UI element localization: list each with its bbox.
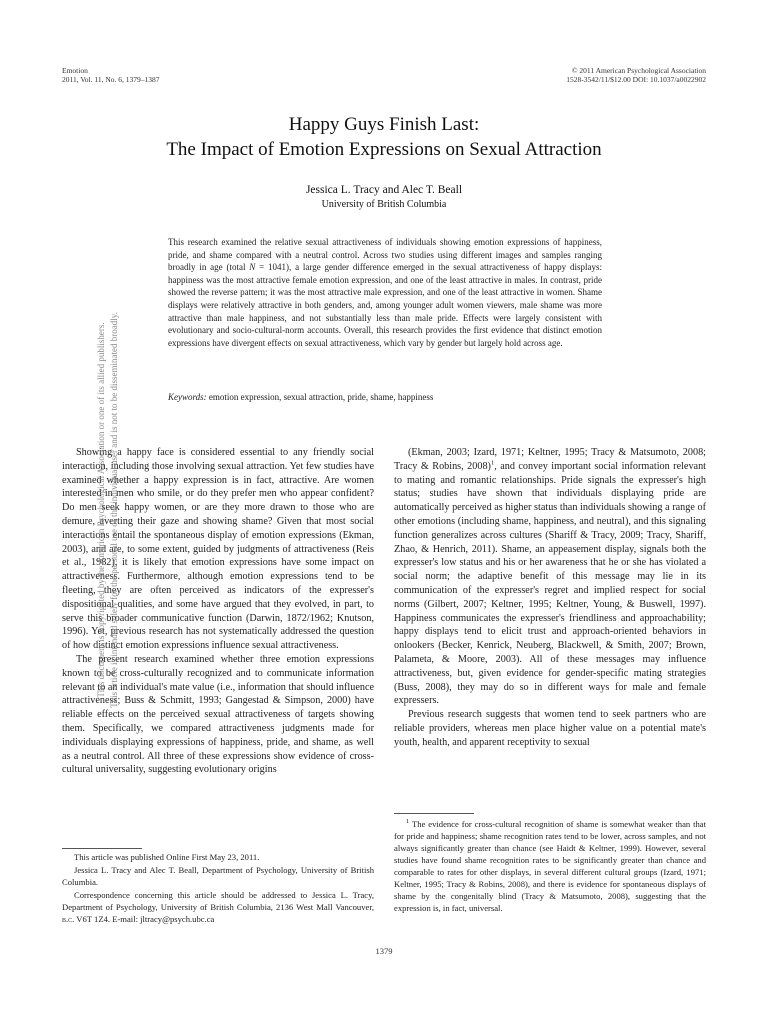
- journal-name: Emotion: [62, 66, 88, 75]
- copyright-header: [486, 66, 706, 84]
- side-notice-line-2: This article is intended solely for the personal use of the individual user and is not to be disseminated broadly.: [109, 312, 119, 708]
- abstract: [168, 236, 602, 349]
- keywords: [168, 391, 602, 403]
- journal-header: [62, 66, 262, 84]
- published-note: This article was published Online First May 23, 2011.: [74, 852, 260, 862]
- article-title: [62, 112, 706, 162]
- right-paragraph-2: Previous research suggests that women tend to seek partners who are reliable providers, whereas men place higher value on a potential mate's youth, health, and apparent receptivity to sexual: [394, 709, 706, 748]
- affiliation: University of British Columbia: [321, 199, 447, 210]
- issn-doi-line: 1528-3542/11/$12.00 DOI: 10.1037/a0022902: [566, 75, 706, 84]
- volume-info: 2011, Vol. 11, No. 6, 1379–1387: [62, 75, 160, 84]
- footnote-1-text: The evidence for cross-cultural recognition of shame is somewhat weaker than that for pride and happiness; shame recognition rates tend to be lower, across samples, and not always significantly greater than chance (see Haidt & Keltner, 1999). However, several studies have found shame recognition rates to be significantly greater than chance and comparable to rates for other displays, in several different cultural groups (Izard, 1971; Keltner, 1995; Tracy & Robins, 2008), and there is evidence for spontaneous displays of shame by the congenitally blind (Tracy & Matsumoto, 2008), suggesting that the expression is, in fact, universal.: [394, 819, 706, 913]
- right-paragraph-1: [394, 446, 706, 708]
- abstract-part-2: = 1041), a large gender difference emerged in the sexual attractiveness of happy displays: happiness was the most attractive female emotion expression, and one of the least attractive in males. In contrast, pride showed the reverse pattern; it was the most attractive male expression, and one of the least attractive in women. Shame displays were relatively attractive in both genders, and, among younger adult women viewers, male shame was more attractive than male happiness, and not substantially less than male pride. Effects were largely consistent with evolutionary and socio-cultural-norm accounts. Overall, this research provides the first evidence that distinct emotion expressions have divergent effects on sexual attractiveness, which vary by gender but largely hold across age.: [168, 262, 602, 348]
- footnote-rule-right: [394, 813, 474, 814]
- abstract-n-symbol: N: [249, 262, 256, 273]
- province-abbrev: b.c.: [62, 914, 75, 924]
- footnote-1-marker: 1: [406, 818, 410, 826]
- page-number: 1379: [375, 946, 393, 956]
- title-line-1: Happy Guys Finish Last:: [288, 114, 480, 135]
- footnote-1-text-block: [394, 818, 706, 914]
- right-paragraph-1a: (Ekman, 2003; Izard, 1971; Keltner, 1995; Tracy & Matsumoto, 2008; Tracy & Robins, 2008): [394, 447, 706, 472]
- left-paragraph-1: Showing a happy face is considered essential to any friendly social interaction, including those involving sexual attraction. Yet few studies have examined whether a happy expression is in fact, attractive. Are women interested in men who smile, or do they prefer men who appear confident? Do men seek happy women, or are they more drawn to those who are demure, averting their gaze and showing shame? Given that most social interactions entail the spontaneous display of emotion expressions (Ekman, 2003), and are, to some extent, guided by judgments of attractiveness (Reis et al., 1982), it is likely that emotion expressions have some impact on attractiveness. Furthermore, although emotion expressions tend to be fleeting, they are often perceived as indicators of the expresser's dispositional qualities, and some have argued that they evolved, in part, to serve this broader communicative function (Darwin, 1872/1962; Knutson, 1996). Yet, previous research has not systematically addressed the question of how distinct emotion expressions influence sexual attractiveness.: [62, 447, 374, 652]
- footnote-marker[interactable]: 1: [490, 459, 495, 467]
- left-paragraph-2: The present research examined whether three emotion expressions known to be cross-culturally recognized and to communicate information relevant to an individual's mate value (i.e., information that should influence attractiveness; Buss & Schmitt, 1993; Gangestad & Simpson, 2000) have reliable effects on the perceived sexual attractiveness of targets showing them. Specifically, we compared attractiveness judgments made for individuals displaying expressions of happiness, pride, and shame, as well as a neutral control. All three of these expressions show evidence of cross-cultural universality, suggesting evolutionary origins: [62, 653, 374, 776]
- copyright-side-notice: [95, 240, 125, 780]
- authors: Jessica L. Tracy and Alec T. Beall: [305, 184, 463, 196]
- correspondence-text-b: V6T 1Z4. E-mail: jltracy@psych.ubc.ca: [74, 914, 215, 924]
- keywords-label: Keywords:: [168, 392, 207, 402]
- affiliation-note: Jessica L. Tracy and Alec T. Beall, Department of Psychology, University of British Columbia.: [62, 865, 374, 887]
- side-notice-line-1: This document is copyrighted by the American Psychological Association or one of its allied publishers.: [96, 322, 106, 698]
- author-note: [62, 851, 374, 926]
- abstract-part-1: This research examined the relative sexual attractiveness of individuals showing emotion expressions of happiness, pride, and shame compared with a neutral control. Across two studies using different images and samples ranging broadly in age (total: [168, 237, 602, 273]
- footnote-1: [394, 818, 706, 914]
- footnote-rule-left: [62, 848, 142, 849]
- body-right-column: [394, 446, 706, 750]
- right-paragraph-1b: , and convey important social information relevant to mating and romantic relationships. Pride signals the expresser's high status; studies have shown that individuals displaying pride are automatically perceived as higher status than individuals showing a range of other emotions (including shame, happiness, and neutral), and this signaling function generalizes across cultures (Shariff & Tracy, 2009; Tracy, Shariff, Zhao, & Henrich, 2011). Shame, an appeasement display, signals both the expresser's low status and his or her awareness that he or she has violated a social norm; the adaptive benefit of this message may lie in its communication of the expresser's regret and implied respect for social norms (Gilbert, 2007; Keltner, 1995; Keltner, Young, & Buswell, 1997). Happiness communicates the expresser's friendliness and approachability; happy displays tend to elicit trust and approach-oriented behaviors in onlookers (Becker, Kenrick, Neuberg, Blackwell, & Smith, 2007; Brown, Palameta, & Moore, 2003). All of these messages may influence attractiveness, but, given evidence for gender-specific mating strategies (Buss, 2008), they may do so in different ways for male and female expressers.: [394, 460, 706, 707]
- copyright-line: © 2011 American Psychological Association: [571, 66, 706, 75]
- correspondence-text-a: Correspondence concerning this article should be addressed to Jessica L. Tracy, Department of Psychology, University of British Columbia, 2136 West Mall Vancouver,: [62, 890, 374, 912]
- title-line-2: The Impact of Emotion Expressions on Sexual Attraction: [166, 139, 602, 160]
- keywords-text: emotion expression, sexual attraction, pride, shame, happiness: [206, 392, 434, 402]
- correspondence-note: [62, 889, 374, 925]
